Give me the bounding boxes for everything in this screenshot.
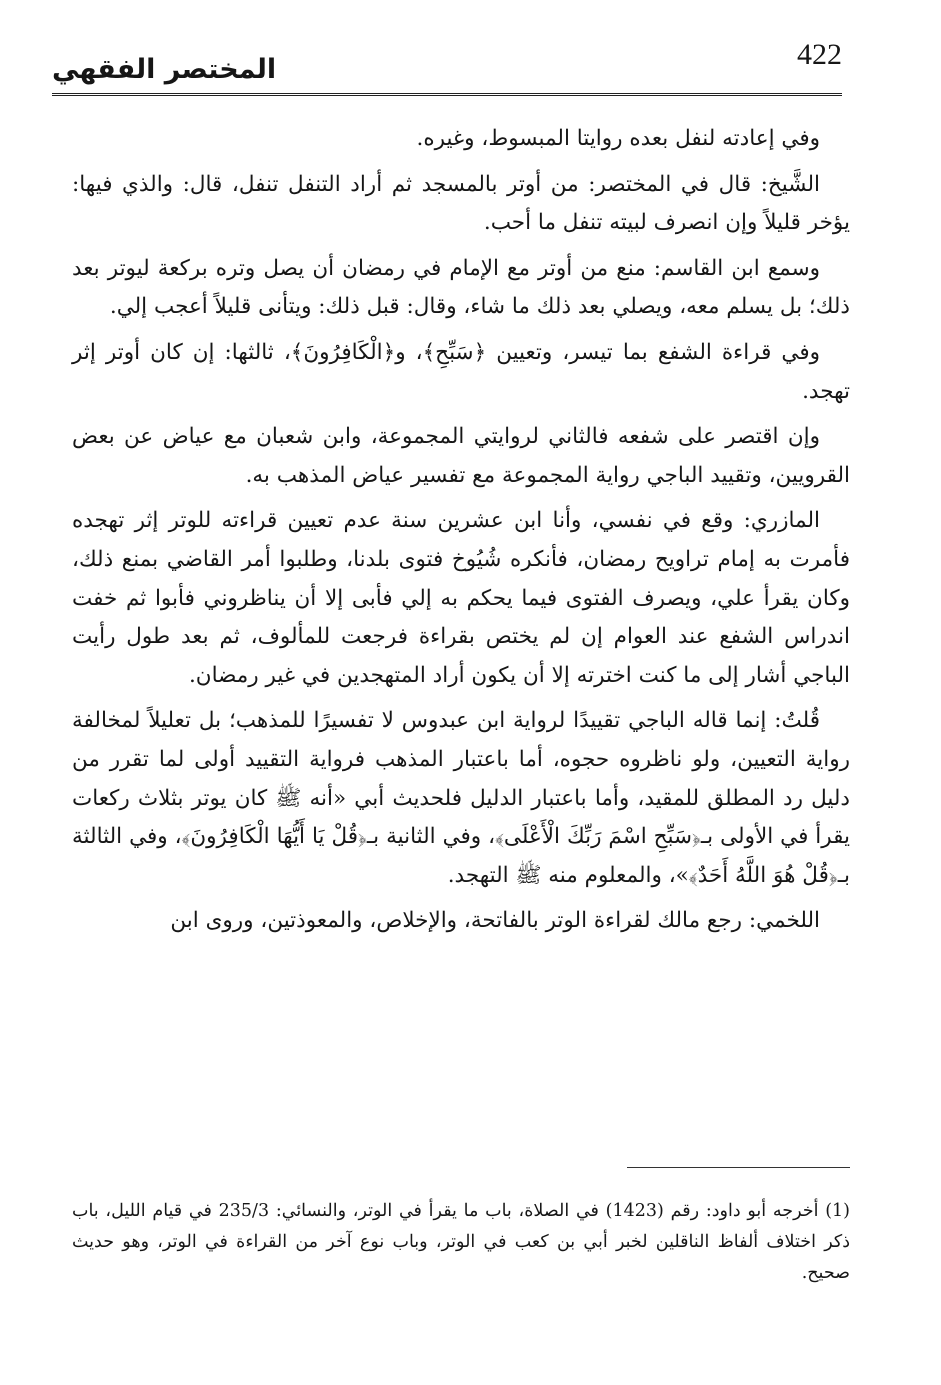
footnote (72, 1196, 850, 1289)
paragraph: وإن اقتصر على شفعه فالثاني لروايتي المجموعة، وابن شعبان مع عياض عن بعض القرويين، وتقييد الباجي رواية المجموعة مع تفسير عياض المذهب به. (72, 424, 850, 488)
paragraph: اللخمي: رجع مالك لقراءة الوتر بالفاتحة، والإخلاص، والمعوذتين، وروى ابن (170, 908, 820, 934)
header-rule (52, 93, 842, 96)
paragraph: وسمع ابن القاسم: منع من أوتر مع الإمام في رمضان أن يصل وتره بركعة ليوتر بعد ذلك؛ بل يسلم معه، ويصلي بعد ذلك ما شاء، وقال: قبل ذلك: ويتأنى قليلاً أعجب إلي. (72, 255, 850, 320)
paragraph: قُلتُ: إنما قاله الباجي تقييدًا لرواية ابن عبدوس لا تفسيرًا للمذهب؛ بل تعليلاً لمخالفة رواية التعيين، ولو ناظروه حجوه، أما باعتبار المذهب فرواية التقييد أولى لما تقرر من دليل رد المطلق للمقيد، وأما باعتبار الدليل فلحديث أبي «أنه ﷺ كان يوتر بثلاث ركعات يقرأ في الأولى بـ﴿سَبِّحِ اسْمَ رَبِّكَ الْأَعْلَى﴾، وفي الثانية بـ﴿قُلْ يَا أَيُّهَا الْكَافِرُونَ﴾، وفي الثالثة بـ﴿قُلْ هُوَ اللَّهُ أَحَدٌ﴾»، والمعلوم منه ﷺ التهجد. (72, 708, 850, 888)
paragraph: الشَّيخ: قال في المختصر: من أوتر بالمسجد ثم أراد التنفل تنفل، قال: والذي فيها: يؤخر قليلاً وإن انصرف لبيته تنفل ما أحب. (72, 171, 850, 236)
footnote-text: (1) أخرجه أبو داود: رقم (1423) في الصلاة، باب ما يقرأ في الوتر، والنسائي: 235/3 في قيام الليل، باب ذكر اختلاف ألفاظ الناقلين لخبر أبي بن كعب في الوتر، وباب نوع آخر من القراءة في الوتر، وهو حديث صحيح. (72, 1201, 850, 1283)
running-title: المختصر الفقهي (52, 54, 277, 85)
main-text (72, 120, 850, 948)
footnote-separator (627, 1167, 850, 1168)
paragraph: وفي إعادته لنفل بعده روايتا المبسوط، وغيره. (416, 126, 820, 151)
paragraph: المازري: وقع في نفسي، وأنا ابن عشرين سنة عدم تعيين قراءته للوتر إثر تهجده فأمرت به إمام تراويح رمضان، فأنكره شُيُوخ فتوى بلدنا، وطلبوا أمر القاضي بمنع ذلك، وكان يقرأ علي، ويصرف الفتوى فيما يحكم به إلي فأبى إلا أن يناظروني فأبوا ثم خفت اندراس الشفع عند العوام إن لم يختص بقراءة فرجعت للمألوف، ثم بعد طول رأيت الباجي أشار إلى ما كنت اخترته إلا أن يكون أراد المتهجدين في غير رمضان. (72, 508, 850, 688)
page-header (52, 38, 842, 98)
paragraph: وفي قراءة الشفع بما تيسر، وتعيين ﴿سَبِّحِ﴾، و﴿الْكَافِرُونَ﴾، ثالثها: إن كان أوتر إثر تهجد. (72, 339, 850, 404)
page-number: 422 (797, 38, 842, 71)
